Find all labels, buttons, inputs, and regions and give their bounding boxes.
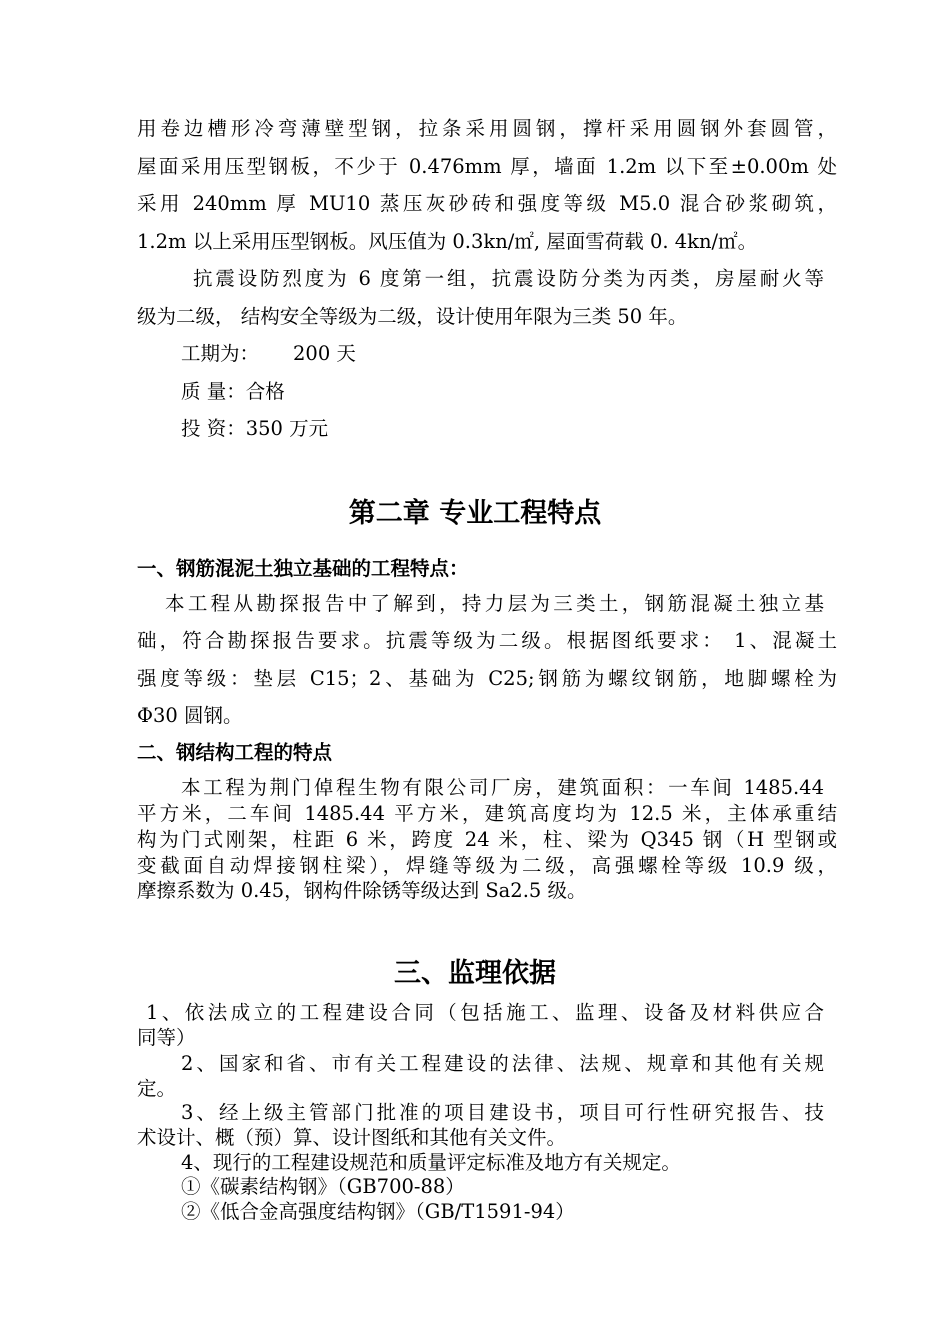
intro-line: 抗震设防烈度为 6 度第一组，抗震设防分类为丙类，房屋耐火等 bbox=[193, 267, 824, 290]
basis-line: 术设计、概（预）算、设计图纸和其他有关文件。 bbox=[137, 1126, 567, 1149]
section-2-line: 平方米，二车间 1485.44 平方米，建筑高度均为 12.5 米，主体承重结 bbox=[137, 802, 837, 825]
section-1-line: Φ30 圆钢。 bbox=[137, 704, 243, 727]
section-1-line: 强度等级：垫层 C15；2、基础为 C25;钢筋为螺纹钢筋，地脚螺栓为 bbox=[137, 667, 837, 690]
section-2-line: 本工程为荆门倬程生物有限公司厂房，建筑面积：一车间 1485.44 bbox=[181, 776, 824, 799]
period-value: 200 天 bbox=[293, 342, 356, 365]
standard-item: ②《低合金高强度结构钢》（GB/T1591-94） bbox=[181, 1200, 575, 1223]
section-2-line: 摩擦系数为 0.45，钢构件除锈等级达到 Sa2.5 级。 bbox=[137, 879, 587, 902]
intro-line: 屋面采用压型钢板，不少于 0.476mm 厚，墙面 1.2m 以下至±0.00m 处 bbox=[137, 155, 837, 178]
section-1-heading: 一、钢筋混泥土独立基础的工程特点： bbox=[137, 557, 469, 580]
intro-line: 级为二级， 结构安全等级为二级，设计使用年限为三类 50 年。 bbox=[137, 305, 688, 328]
standard-item: ①《碳素结构钢》（GB700-88） bbox=[181, 1175, 465, 1198]
section-2-line: 变截面自动焊接钢柱梁），焊缝等级为二级，高强螺栓等级 10.9 级， bbox=[137, 854, 837, 877]
section-2-line: 构为门式刚架，柱距 6 米，跨度 24 米，柱、梁为 Q345 钢（H 型钢或 bbox=[137, 828, 837, 851]
intro-line: 1.2m 以上采用压型钢板。风压值为 0.3kn/㎡, 屋面雪荷载 0. 4kn/㎡。 bbox=[137, 230, 758, 253]
intro-line: 采用 240mm 厚 MU10 蒸压灰砂砖和强度等级 M5.0 混合砂浆砌筑， bbox=[137, 192, 837, 215]
intro-line: 用卷边槽形冷弯薄壁型钢，拉条采用圆钢，撑杆采用圆钢外套圆管， bbox=[137, 117, 837, 140]
basis-line: 同等） bbox=[137, 1026, 196, 1049]
basis-line: 1、依法成立的工程建设合同（包括施工、监理、设备及材料供应合 bbox=[146, 1001, 824, 1024]
section-1-line: 础，符合勘探报告要求。抗震等级为二级。根据图纸要求： 1、混凝土 bbox=[137, 629, 837, 652]
section-1-line: 本工程从勘探报告中了解到，持力层为三类土，钢筋混凝土独立基 bbox=[165, 592, 824, 615]
quality-line: 质 量：合格 bbox=[181, 380, 285, 403]
basis-line: 4、现行的工程建设规范和质量评定标准及地方有关规定。 bbox=[181, 1151, 681, 1174]
basis-line: 定。 bbox=[137, 1077, 177, 1100]
period-label: 工期为： bbox=[181, 342, 260, 365]
basis-line: 2、国家和省、市有关工程建设的法律、法规、规章和其他有关规 bbox=[181, 1052, 824, 1075]
investment-line: 投 资：350 万元 bbox=[181, 417, 329, 440]
section-2-heading: 二、钢结构工程的特点 bbox=[137, 741, 333, 764]
chapter-2-title: 第二章 专业工程特点 bbox=[348, 498, 602, 529]
chapter-3-title: 三、监理依据 bbox=[394, 958, 556, 989]
basis-line: 3、经上级主管部门批准的项目建设书，项目可行性研究报告、技 bbox=[181, 1101, 824, 1124]
